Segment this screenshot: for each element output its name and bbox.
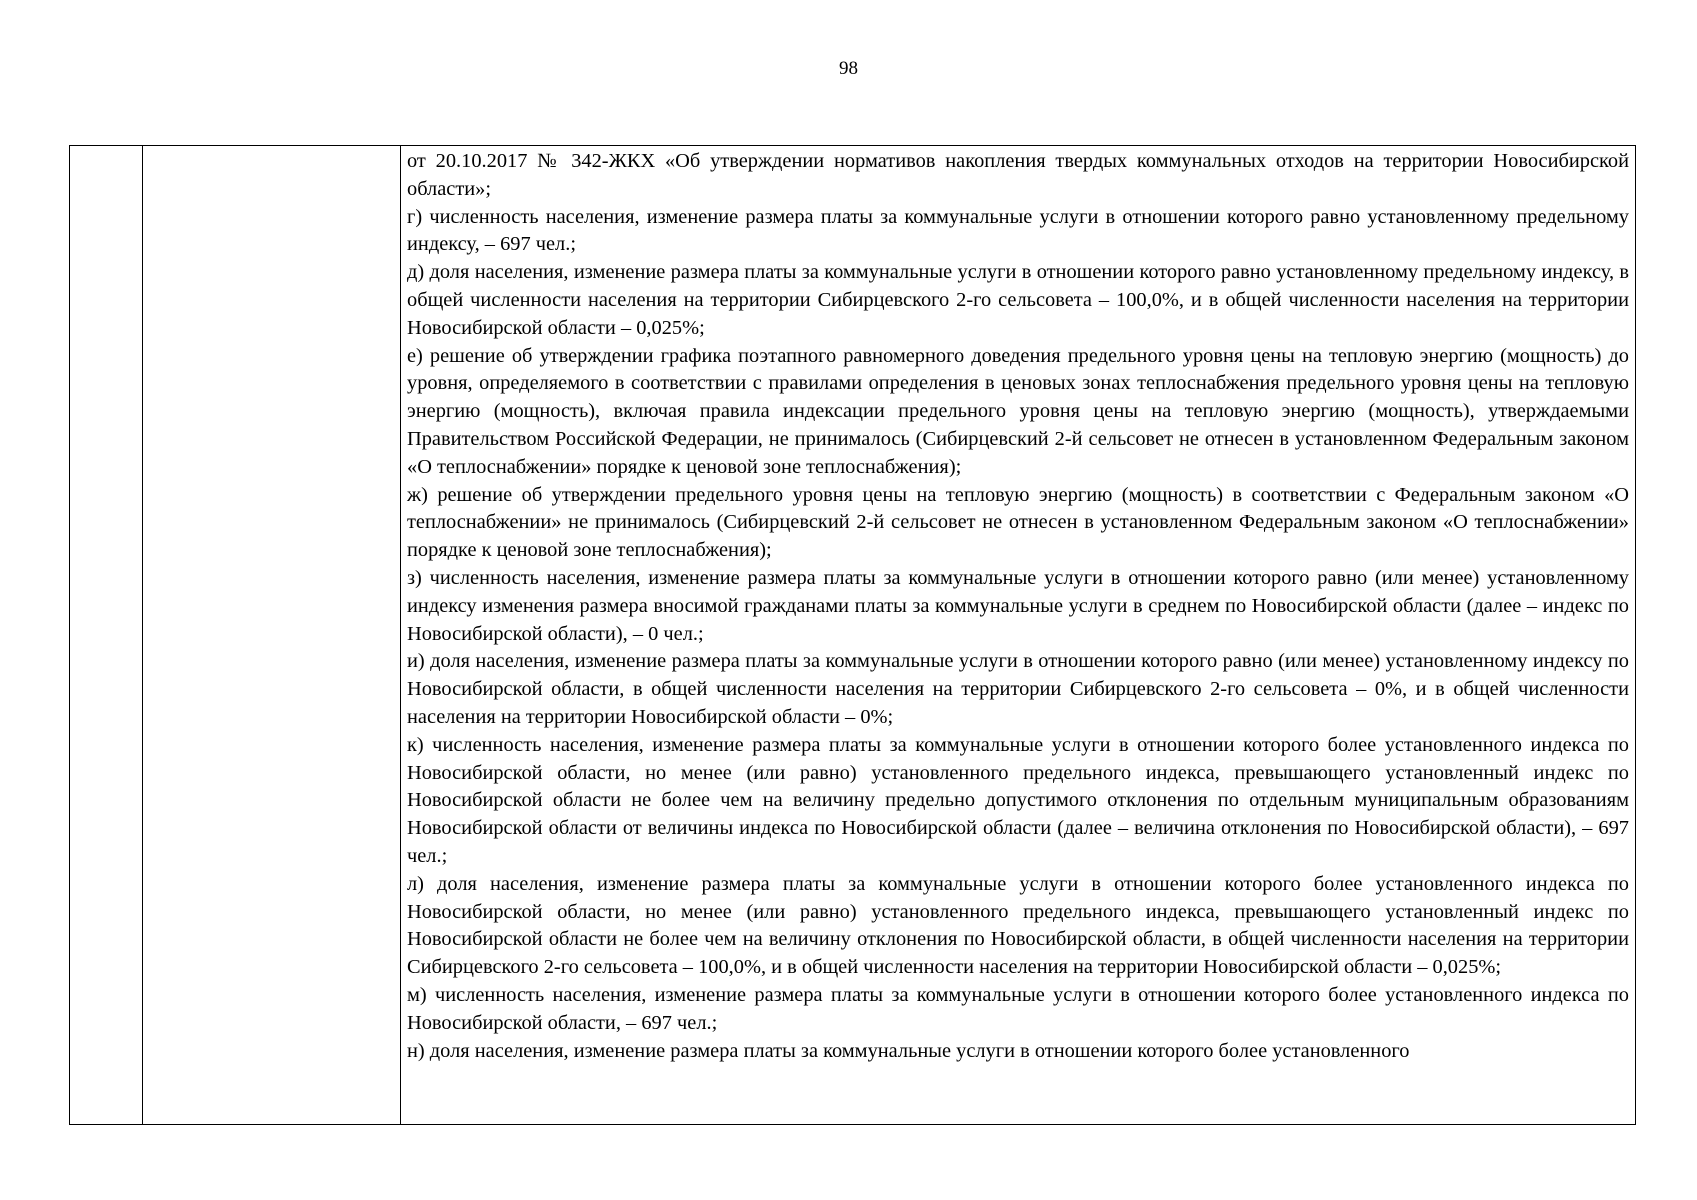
paragraph-n: н) доля населения, изменение размера платы за коммунальные услуги в отношении которого более установленного [407,1039,1410,1062]
cell-number-text [70,146,142,1124]
paragraph-intro: от 20.10.2017 № 342-ЖКХ «Об утверждении нормативов накопления твердых коммунальных отходов на территории Новосибирской области»; [407,150,1629,200]
table-cell-indicator [143,146,401,1125]
paragraph-i: и) доля населения, изменение размера платы за коммунальные услуги в отношении которого равно (или менее) установленному индексу по Новосибирской области, в общей численности населения на территории Сибирцевского 2-го сельсовета – 0%, и в общей численности населения на территории Новосибирской области – 0%; [407,650,1629,728]
paragraph-l: л) доля населения, изменение размера платы за коммунальные услуги в отношении которого более установленного индекса по Новосибирской области, но менее (или равно) установленного предельного индекса, превышающего установленный индекс по Новосибирской области не более чем на величину отклонения по Новосибирской области, в общей численности населения на территории Сибирцевского 2-го сельсовета – 100,0%, и в общей численности населения на территории Новосибирской области – 0,025%; [407,872,1629,979]
paragraph-d: д) доля населения, изменение размера платы за коммунальные услуги в отношении которого равно установленному предельному индексу, в общей численности населения на территории Сибирцевского 2-го сельсовета – 100,0%, и в общей численности населения на территории Новосибирской области – 0,025%; [407,261,1629,339]
table-cell-number [70,146,143,1125]
page-number: 98 [839,58,858,79]
paragraph-g: г) численность населения, изменение размера платы за коммунальные услуги в отношении которого равно установленному предельному индексу, – 697 чел.; [407,205,1629,256]
paragraph-zh: ж) решение об утверждении предельного уровня цены на тепловую энергию (мощность) в соответствии с Федеральным законом «О теплоснабжении» не принималось (Сибирцевский 2-й сельсовет не отнесен в установленном Федеральным законом «О теплоснабжении» порядке к ценовой зоне теплоснабжения); [407,483,1629,562]
paragraph-e: е) решение об утверждении графика поэтапного равномерного доведения предельного уровня цены на тепловую энергию (мощность) до уровня, определяемого в соответствии с правилами определения в ценовых зонах теплоснабжения предельного уровня цены на тепловую энергию (мощность), включая правила индексации предельного уровня цены на тепловую энергию (мощность), утверждаемыми Правительством Российской Федерации, не принималось (Сибирцевский 2-й сельсовет не отнесен в установленном Федеральным законом «О теплоснабжении» порядке к ценовой зоне теплоснабжения); [407,344,1629,478]
cell-content-text [401,146,1635,1124]
paragraph-m: м) численность населения, изменение размера платы за коммунальные услуги в отношении которого более установленного индекса по Новосибирской области, – 697 чел.; [407,983,1629,1034]
document-table [69,145,1636,1125]
cell-indicator-text [143,146,400,1124]
table-cell-content [401,146,1636,1125]
table-row [70,146,1636,1125]
paragraph-k: к) численность населения, изменение размера платы за коммунальные услуги в отношении которого более установленного индекса по Новосибирской области, но менее (или равно) установленного предельного индекса, превышающего установленный индекс по Новосибирской области не более чем на величину предельно допустимого отклонения по отдельным муниципальным образованиям Новосибирской области от величины индекса по Новосибирской области (далее – величина отклонения по Новосибирской области), – 697 чел.; [407,733,1629,867]
paragraph-z: з) численность населения, изменение размера платы за коммунальные услуги в отношении которого равно (или менее) установленному индексу изменения размера вносимой гражданами платы за коммунальные услуги в среднем по Новосибирской области (далее – индекс по Новосибирской области), – 0 чел.; [407,566,1629,645]
